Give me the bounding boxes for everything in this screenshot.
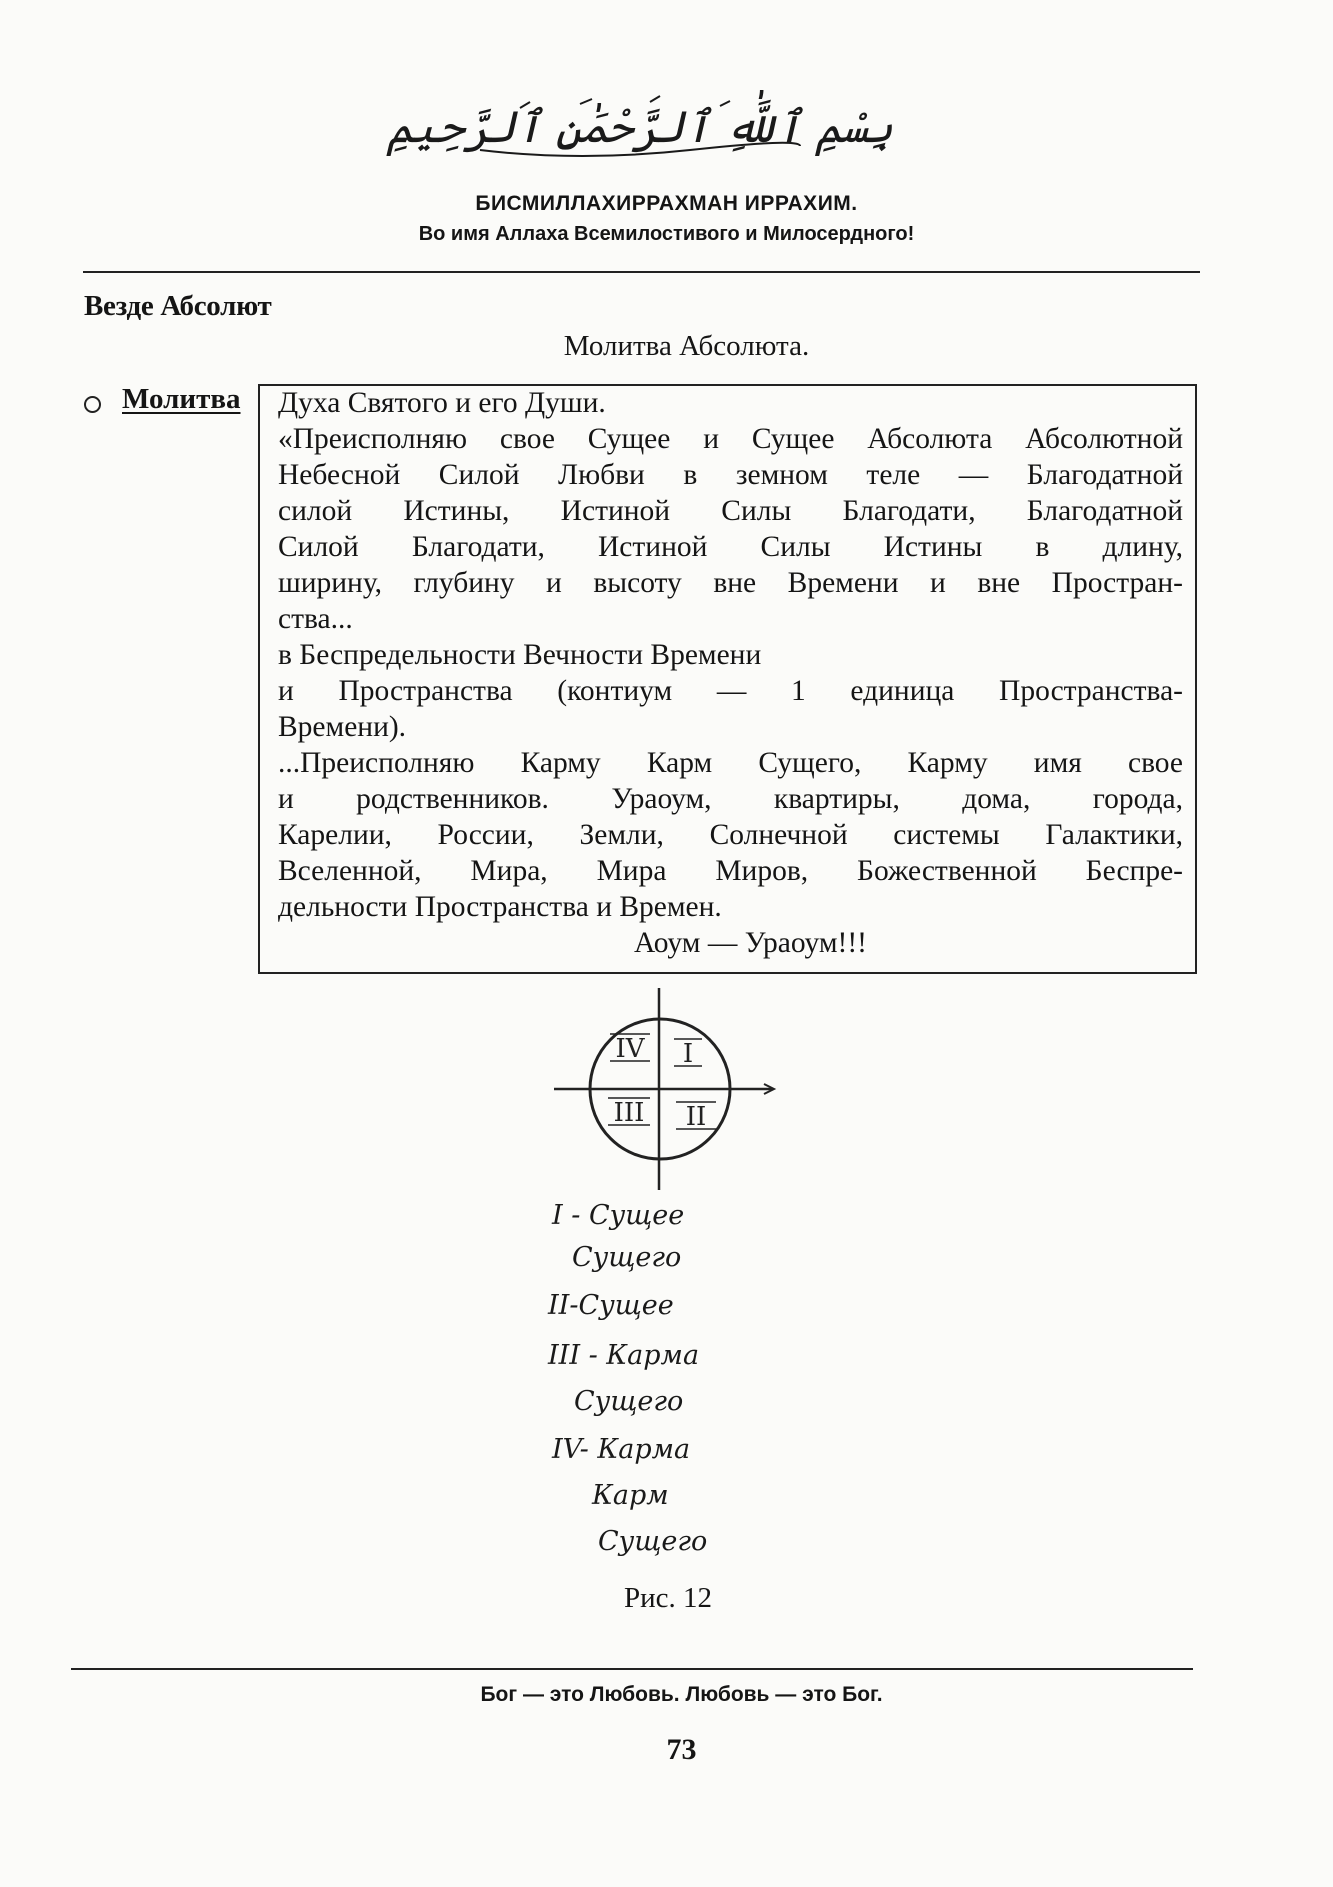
legend-line: III - Карма	[548, 1340, 700, 1371]
prayer-line: дельности Пространства и Времен.	[278, 891, 722, 923]
legend-line: II-Сущее	[548, 1290, 674, 1321]
header-title: БИСМИЛЛАХИРРАХМАН ИРРАХИМ.	[475, 192, 858, 215]
header-subtitle: Во имя Аллаха Всемилостивого и Милосердного!	[418, 223, 915, 245]
quadrant-diagram	[548, 985, 778, 1195]
prayer-line: Духа Святого и его Души.	[278, 387, 606, 419]
quadrant-label: I	[682, 1039, 694, 1069]
bullet-circle-icon	[84, 396, 101, 413]
prayer-line: в Беспредельности Вечности Времени	[278, 639, 762, 671]
prayer-line: Силой Благодати, Истиной Силы Истины в длину,	[278, 531, 1183, 563]
footer-divider	[71, 1668, 1193, 1670]
prayer-line: и родственников. Ураоум, квартиры, дома, города,	[278, 783, 1183, 815]
legend-line: I - Сущее	[552, 1200, 685, 1231]
footer-motto: Бог — это Любовь. Любовь — это Бог.	[480, 1683, 883, 1706]
prayer-line: силой Истины, Истиной Силы Благодати, Благодатной	[278, 495, 1183, 527]
prayer-line-closing: Аоум — Ураоум!!!	[634, 927, 867, 959]
header-divider	[83, 271, 1200, 273]
prayer-line: Небесной Силой Любви в земном теле — Благодатной	[278, 459, 1183, 491]
bismillah-calligraphy	[386, 80, 894, 175]
handwritten-legend	[548, 1192, 778, 1572]
prayer-line: ...Преисполняю Карму Карм Сущего, Карму имя свое	[278, 747, 1183, 779]
side-label: Молитва	[122, 383, 241, 415]
prayer-line: ства...	[278, 603, 353, 635]
section-heading: Везде Абсолют	[84, 290, 272, 322]
prayer-line: ширину, глубину и высоту вне Времени и вне Простран-	[278, 567, 1183, 599]
page-number: 73	[666, 1733, 697, 1766]
legend-line: IV- Карма	[552, 1434, 691, 1465]
quadrant-label: III	[613, 1098, 645, 1128]
prayer-line: Вселенной, Мира, Мира Миров, Божественной Беспре-	[278, 855, 1183, 887]
quadrant-label: II	[685, 1102, 707, 1132]
prayer-line: «Преисполняю свое Сущее и Сущее Абсолюта Абсолютной	[278, 423, 1183, 455]
prayer-line: Времени).	[278, 711, 407, 743]
quadrant-label: IV	[615, 1034, 645, 1064]
figure-caption: Рис. 12	[623, 1582, 713, 1614]
legend-line: Карм	[592, 1480, 669, 1511]
legend-line: Сущего	[574, 1386, 684, 1417]
calligraphy-text: بِسْمِ ٱللَّٰهِ ٱلرَّحْمَٰنِ ٱلرَّحِيمِ	[386, 102, 894, 153]
prayer-title: Молитва Абсолюта.	[563, 330, 810, 362]
prayer-line: и Пространства (контиум — 1 единица Пространства-	[278, 675, 1183, 707]
prayer-line: Карелии, России, Земли, Солнечной системы Галактики,	[278, 819, 1183, 851]
prayer-text	[278, 385, 1183, 961]
legend-line: Сущего	[598, 1526, 708, 1557]
legend-line: Сущего	[572, 1242, 682, 1273]
